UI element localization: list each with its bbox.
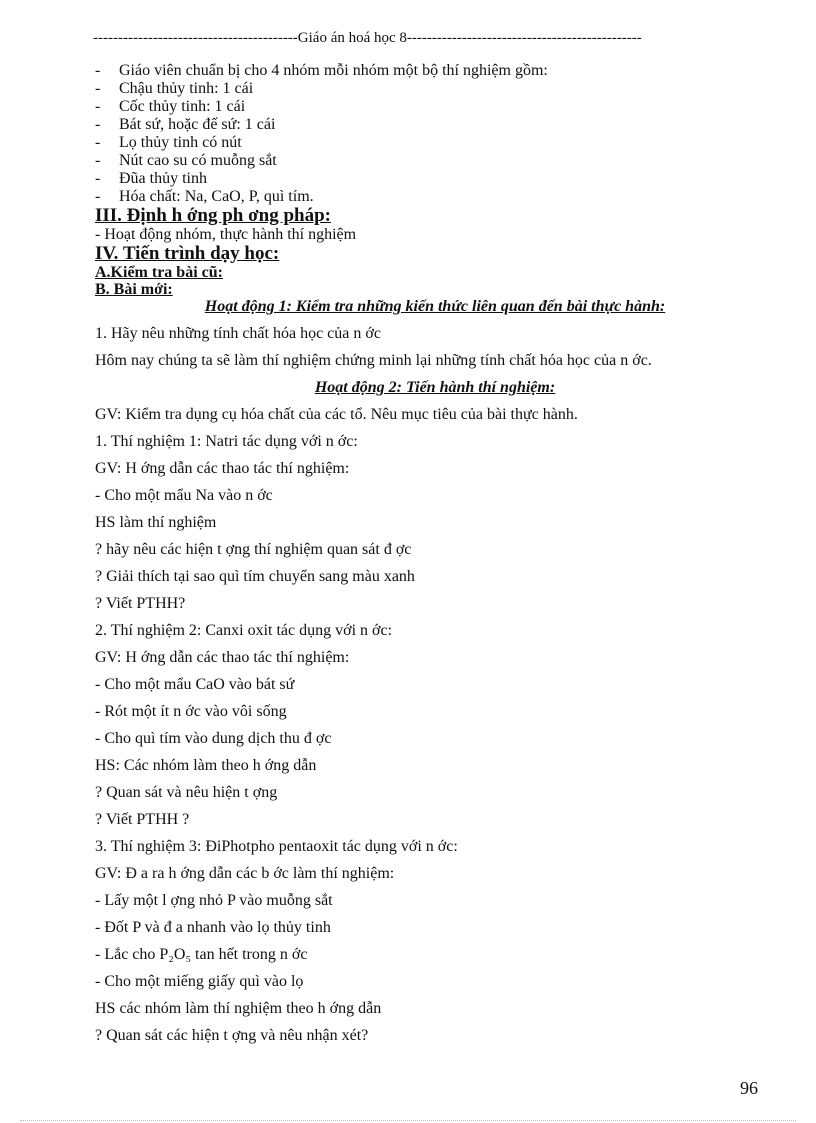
activity-1-title: Hoạt động 1: Kiểm tra những kiến thức liên quan đến bài thực hành:	[204, 298, 666, 315]
materials-item: - Nút cao su có muỗng sắt	[95, 152, 277, 169]
activity-2-title: Hoạt động 2: Tiến hành thí nghiệm:	[314, 379, 556, 396]
body-line: - Cho một miếng giấy quì vào lọ	[95, 973, 304, 990]
section-3-title: III. Định h ớng ph ơng pháp:	[95, 205, 331, 226]
body-line: ? hãy nêu các hiện t ợng thí nghiệm quan sát đ ợc	[95, 541, 412, 558]
page-bottom-rule	[20, 1120, 796, 1121]
body-line: ? Quan sát các hiện t ợng và nêu nhận xét?	[95, 1027, 369, 1044]
bullet-mark: -	[95, 188, 101, 205]
body-line: GV: Kiểm tra dụng cụ hóa chất của các tổ. Nêu mục tiêu của bài thực hành.	[95, 406, 578, 423]
page-number: 96	[740, 1078, 758, 1098]
lesson-body	[95, 320, 775, 1049]
body-line: ? Viết PTHH?	[95, 595, 186, 612]
body-line: ? Viết PTHH ?	[95, 811, 190, 828]
materials-item: - Giáo viên chuẩn bị cho 4 nhóm mỗi nhóm một bộ thí nghiệm gồm:	[95, 62, 548, 79]
bullet-mark: -	[95, 134, 101, 151]
body-line: GV: H ớng dẫn các thao tác thí nghiệm:	[95, 460, 350, 477]
body-line: - Lắc cho P₂O₅ tan hết trong n ớc	[95, 946, 308, 963]
body-line: Hôm nay chúng ta sẽ làm thí nghiệm chứng minh lại những tính chất hóa học của n ớc.	[95, 352, 652, 369]
bullet-mark: -	[95, 98, 101, 115]
body-line: GV: Đ a ra h ớng dẫn các b ớc làm thí nghiệm:	[95, 865, 395, 882]
bullet-mark: -	[95, 80, 101, 97]
section-4-title: IV. Tiến trình dạy học:	[95, 243, 280, 264]
body-line: 2. Thí nghiệm 2: Canxi oxit tác dụng với n ớc:	[95, 622, 393, 639]
body-line: HS làm thí nghiệm	[95, 514, 217, 531]
body-line: - Đốt P và đ a nhanh vào lọ thủy tinh	[95, 919, 331, 936]
body-line: - Cho một mẩu CaO vào bát sứ	[95, 676, 295, 693]
materials-item: - Cốc thủy tinh: 1 cái	[95, 98, 246, 115]
bullet-mark: -	[95, 116, 101, 133]
body-line: HS: Các nhóm làm theo h ớng dẫn	[95, 757, 317, 774]
body-line: ? Quan sát và nêu hiện t ợng	[95, 784, 278, 801]
section-b-title: B. Bài mới:	[95, 281, 173, 298]
body-line: 1. Thí nghiệm 1: Natri tác dụng với n ớc:	[95, 433, 358, 450]
bullet-mark: -	[95, 170, 101, 187]
bullet-mark: -	[95, 152, 101, 169]
materials-block	[95, 62, 775, 316]
body-line: ? Giải thích tại sao quì tím chuyển sang màu xanh	[95, 568, 415, 585]
body-line: - Cho một mẩu Na vào n ớc	[95, 487, 273, 504]
body-line: - Lấy một l ợng nhỏ P vào muỗng sắt	[95, 892, 333, 909]
materials-item: - Bát sứ, hoặc đế sứ: 1 cái	[95, 116, 276, 133]
section-3-text: - Hoạt động nhóm, thực hành thí nghiệm	[95, 226, 357, 243]
bullet-mark: -	[95, 62, 101, 79]
body-line: GV: H ớng dẫn các thao tác thí nghiệm:	[95, 649, 350, 666]
materials-item: - Đũa thủy tinh	[95, 170, 207, 187]
section-a-title: A.Kiểm tra bài cũ:	[95, 264, 223, 281]
page-header: -----------------------------------------Giáo án hoá học 8-----------------------------------------------	[93, 30, 642, 46]
materials-item: - Chậu thủy tinh: 1 cái	[95, 80, 254, 97]
body-line: 3. Thí nghiệm 3: ĐiPhotpho pentaoxit tác dụng với n ớc:	[95, 838, 458, 855]
materials-item: - Lọ thủy tinh có nút	[95, 134, 242, 151]
body-line: - Rót một ít n ớc vào vôi sống	[95, 703, 287, 720]
materials-item: - Hóa chất: Na, CaO, P, quì tím.	[95, 188, 314, 205]
body-line: 1. Hãy nêu những tính chất hóa học của n ớc	[95, 325, 381, 342]
body-line: - Cho quì tím vào dung dịch thu đ ợc	[95, 730, 332, 747]
body-line: HS các nhóm làm thí nghiệm theo h ớng dẫn	[95, 1000, 382, 1017]
